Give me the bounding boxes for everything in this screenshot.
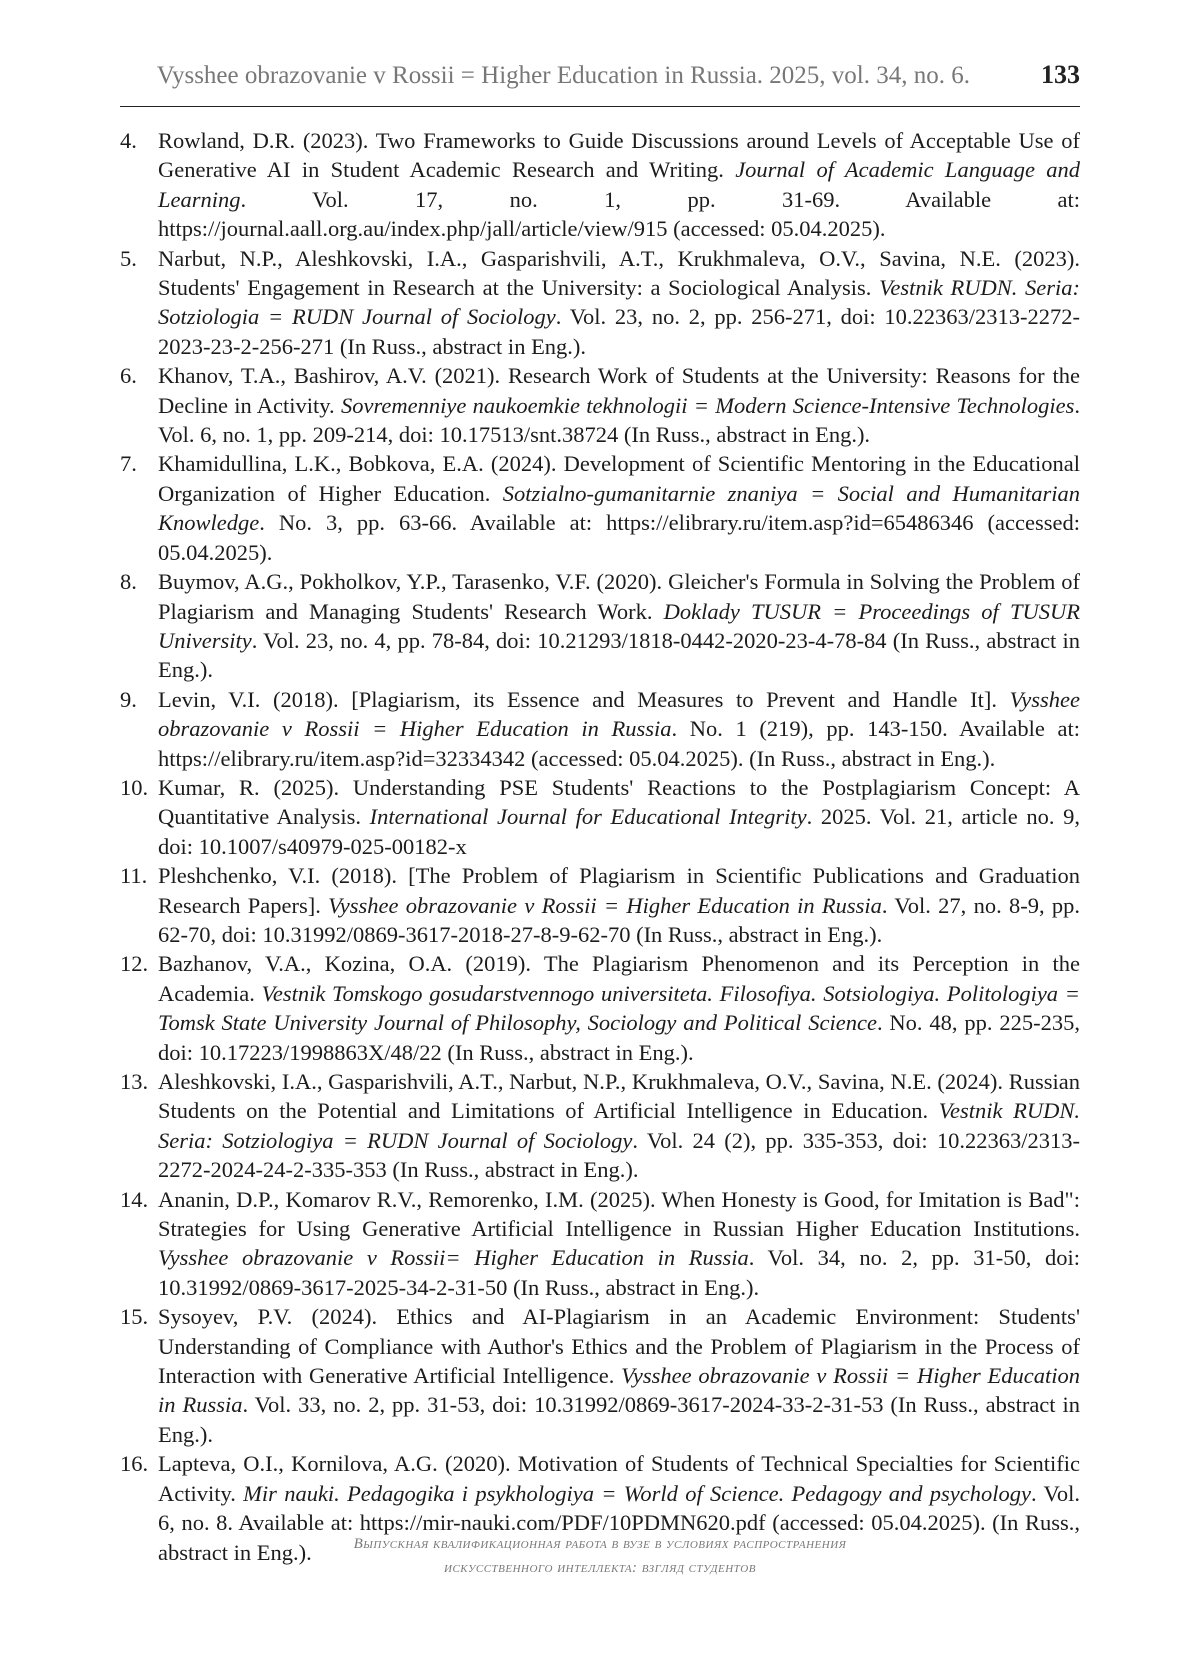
- reference-text: [158, 1187, 1080, 1300]
- reference-details: . Vol. 6, no. 8. Available at: https://mir-nauki.com/PDF/10PDMN620.pdf (accessed: 05.04.2025). (In Russ., abstract in Eng.).: [158, 1480, 1080, 1565]
- reference-journal: Vestnik RUDN. Seria: Sotziologiya = RUDN Journal of Sociology: [158, 1098, 1080, 1153]
- reference-authors-title: Bazhanov, V.A., Kozina, O.A. (2019). The Plagiarism Phenomenon and its Perception in the Academia.: [158, 951, 1080, 1006]
- reference-item: [120, 685, 1080, 773]
- reference-authors-title: Aleshkovski, I.A., Gasparishvili, A.T., Narbut, N.P., Krukhmaleva, O.V., Savina, N.E. (2024). Russian Students on the Potential and Limitations of Artificial Intelligence in Education.: [158, 1069, 1080, 1124]
- reference-journal: Sovremenniye naukoemkie tekhnologii = Modern Science-Intensive Technologies: [340, 392, 1075, 418]
- reference-authors-title: Levin, V.I. (2018). [Plagiarism, its Essence and Measures to Prevent and Handle It].: [158, 686, 1010, 712]
- reference-text: [158, 246, 1080, 359]
- running-title: Vysshee obrazovanie v Rossii = Higher Education in Russia. 2025, vol. 34, no. 6.: [156, 62, 970, 89]
- reference-text: [158, 863, 1080, 947]
- footer-title-line-1: Выпускная квалификационная работа в вузе в условиях распространения: [353, 1536, 847, 1552]
- reference-number: 15.: [120, 1304, 149, 1330]
- reference-details: . Vol. 23, no. 4, pp. 78-84, doi: 10.21293/1818-0442-2020-23-4-78-84 (In Russ., abstract in Eng.).: [158, 627, 1080, 683]
- reference-text: [158, 363, 1080, 447]
- reference-item: [120, 361, 1080, 449]
- reference-list: [120, 126, 1080, 1567]
- reference-number: 14.: [120, 1186, 149, 1212]
- reference-details: . No. 3, pp. 63-66. Available at: https://elibrary.ru/item.asp?id=65486346 (accessed: 05.04.2025).: [158, 510, 1080, 565]
- reference-details: . Vol. 23, no. 2, pp. 256-271, doi: 10.22363/2313-2272-2023-23-2-256-271 (In Russ., abstract in Eng.).: [158, 304, 1080, 359]
- reference-item: [120, 567, 1080, 685]
- reference-journal: Sotzialno-gumanitarnie znaniya = Social and Humanitarian Knowledge: [158, 480, 1080, 536]
- reference-authors-title: Narbut, N.P., Aleshkovski, I.A., Gasparishvili, A.T., Krukhmaleva, O.V., Savina, N.E. (2023). Students' Engagement in Research at the University: a Sociological Analysis.: [158, 245, 1080, 301]
- reference-item: [120, 949, 1080, 1067]
- reference-authors-title: Kumar, R. (2025). Understanding PSE Students' Reactions to the Postplagiarism Concept: A Quantitative Analysis.: [158, 774, 1080, 830]
- reference-details: . Vol. 27, no. 8-9, pp. 62-70, doi: 10.31992/0869-3617-2018-27-8-9-62-70 (In Russ., abstract in Eng.).: [158, 892, 1081, 947]
- reference-details: . Vol. 33, no. 2, pp. 31-53, doi: 10.31992/0869-3617-2024-33-2-31-53 (In Russ., abstract in Eng.).: [158, 1392, 1080, 1447]
- reference-item: [120, 1185, 1080, 1303]
- reference-journal: Mir nauki. Pedagogika i psykhologiya = World of Science. Pedagogy and psychology: [243, 1480, 1032, 1506]
- footer-title-line-2: искусственного интеллекта: взгляд студентов: [444, 1560, 756, 1576]
- reference-number: 6.: [120, 363, 137, 389]
- reference-number: 16.: [120, 1451, 149, 1477]
- reference-authors-title: Pleshchenko, V.I. (2018). [The Problem of Plagiarism in Scientific Publications and Graduation Research Papers].: [158, 863, 1080, 918]
- reference-number: 8.: [120, 569, 137, 595]
- reference-text: [158, 569, 1080, 682]
- reference-number: 9.: [120, 686, 137, 712]
- reference-item: [120, 126, 1080, 244]
- reference-item: [120, 1302, 1080, 1449]
- reference-authors-title: Lapteva, O.I., Kornilova, A.G. (2020). Motivation of Students of Technical Specialties for Scientific Activity.: [158, 1451, 1080, 1506]
- reference-journal: Vysshee obrazovanie v Rossii = Higher Education in Russia: [158, 686, 1080, 742]
- reference-item: [120, 773, 1080, 861]
- reference-journal: Doklady TUSUR = Proceedings of TUSUR University: [158, 598, 1080, 653]
- reference-text: [158, 1069, 1080, 1182]
- reference-journal: Journal of Academic Language and Learning: [158, 157, 1081, 212]
- reference-authors-title: Rowland, D.R. (2023). Two Frameworks to Guide Discussions around Levels of Acceptable Use of Generative AI in Student Academic Research and Writing.: [158, 128, 1080, 183]
- reference-details: . Vol. 34, no. 2, pp. 31-50, doi: 10.31992/0869-3617-2025-34-2-31-50 (In Russ., abstract in Eng.).: [158, 1245, 1080, 1300]
- reference-number: 13.: [120, 1069, 149, 1094]
- running-footer: [120, 1532, 1080, 1580]
- reference-number: 5.: [120, 245, 137, 271]
- reference-number: 10.: [120, 774, 149, 800]
- reference-authors-title: Sysoyev, P.V. (2024). Ethics and AI-Plagiarism in an Academic Environment: Students' Understanding of Compliance with Author's Ethics and the Problem of Plagiarism in the Process of Interaction with Generative Artificial Intelligence.: [158, 1304, 1080, 1389]
- reference-authors-title: Khanov, T.A., Bashirov, A.V. (2021). Research Work of Students at the University: Reasons for the Decline in Activity.: [158, 363, 1080, 418]
- reference-text: [158, 451, 1080, 564]
- reference-text: [158, 128, 1080, 241]
- reference-journal: International Journal for Educational Integrity: [369, 804, 807, 830]
- reference-text: [158, 1304, 1080, 1447]
- reference-item: [120, 1067, 1080, 1185]
- reference-authors-title: Buymov, A.G., Pokholkov, Y.P., Tarasenko, V.F. (2020). Gleicher's Formula in Solving the Problem of Plagiarism and Managing Students' Research Work.: [158, 569, 1080, 624]
- reference-details: . No. 48, pp. 225-235, doi: 10.17223/1998863X/48/22 (In Russ., abstract in Eng.).: [158, 1010, 1080, 1065]
- reference-details: . Vol. 24 (2), pp. 335-353, doi: 10.22363/2313-2272-2024-24-2-335-353 (In Russ., abstract in Eng.).: [158, 1127, 1080, 1183]
- reference-details: . No. 1 (219), pp. 143-150. Available at: https://elibrary.ru/item.asp?id=32334342 (accessed: 05.04.2025). (In Russ., abstract in Eng.).: [158, 716, 1080, 771]
- reference-text: [158, 687, 1080, 771]
- reference-journal: Vestnik RUDN. Seria: Sotziologia = RUDN Journal of Sociology: [158, 275, 1080, 330]
- reference-text: [158, 775, 1080, 859]
- reference-item: [120, 244, 1080, 362]
- page-number: 133: [1041, 60, 1080, 89]
- reference-journal: Vestnik Tomskogo gosudarstvennogo universiteta. Filosofiya. Sotsiologiya. Politologiya = Tomsk State University Journal of Philosophy, Sociology and Political Science: [158, 980, 1080, 1036]
- reference-journal: Vysshee obrazovanie v Rossii = Higher Education in Russia: [328, 892, 882, 918]
- reference-number: 12.: [120, 951, 149, 977]
- reference-number: 4.: [120, 128, 137, 153]
- reference-journal: Vysshee obrazovanie v Rossii = Higher Education in Russia: [158, 1363, 1080, 1418]
- reference-details: . 2025. Vol. 21, article no. 9, doi: 10.1007/s40979-025-00182-x: [158, 804, 1080, 859]
- reference-number: 11.: [120, 863, 148, 889]
- reference-number: 7.: [120, 451, 137, 477]
- reference-item: [120, 861, 1080, 949]
- reference-details: . Vol. 17, no. 1, pp. 31-69. Available at: https://journal.aall.org.au/index.php/jall/article/view/915 (accessed: 05.04.2025).: [158, 186, 1080, 242]
- reference-text: [158, 951, 1080, 1064]
- reference-authors-title: Khamidullina, L.K., Bobkova, E.A. (2024). Development of Scientific Mentoring in the Educational Organization of Higher Education.: [158, 451, 1080, 506]
- reference-details: . Vol. 6, no. 1, pp. 209-214, doi: 10.17513/snt.38724 (In Russ., abstract in Eng.).: [158, 392, 1080, 448]
- reference-journal: Vysshee obrazovanie v Rossii= Higher Education in Russia: [158, 1245, 749, 1271]
- reference-authors-title: Ananin, D.P., Komarov R.V., Remorenko, I.M. (2025). When Honesty is Good, for Imitation is Bad": Strategies for Using Generative Artificial Intelligence in Russian Higher Education Institutions.: [158, 1186, 1080, 1242]
- running-header: [120, 52, 1080, 107]
- reference-item: [120, 449, 1080, 567]
